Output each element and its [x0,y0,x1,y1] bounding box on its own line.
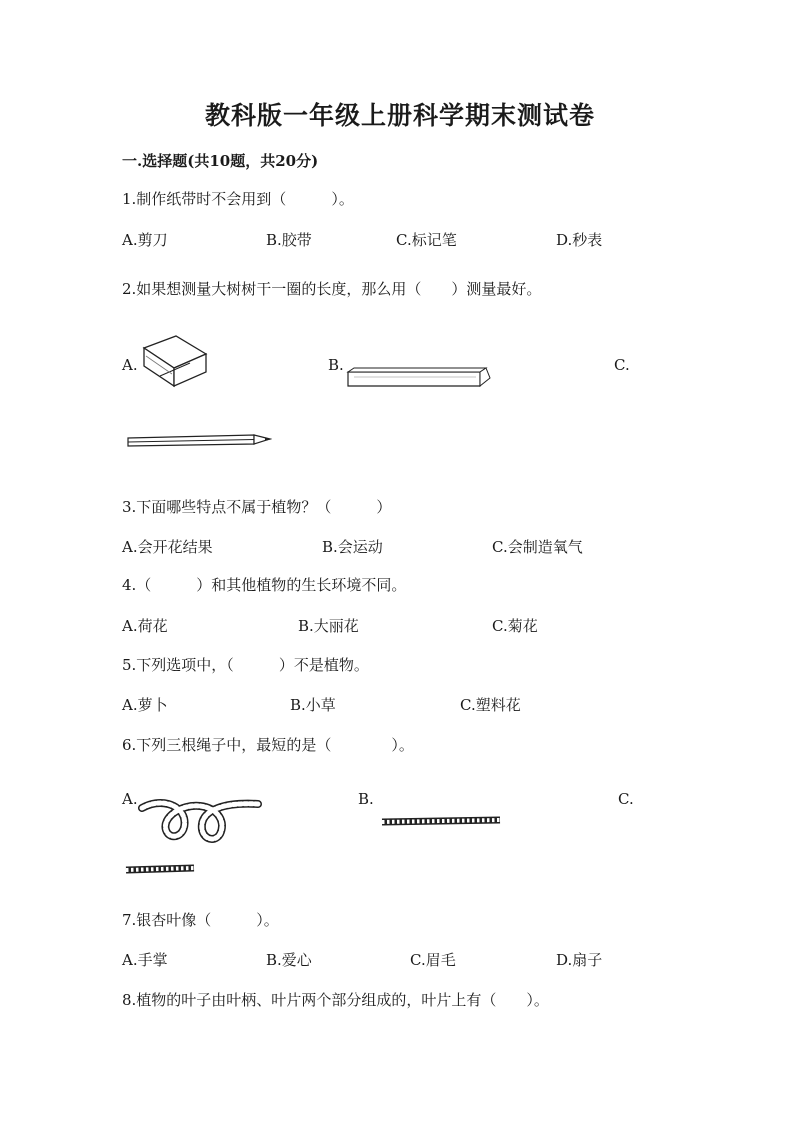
q2-option-a[interactable]: A. [122,356,138,374]
q7-option-a[interactable]: A.手掌 [122,951,168,969]
q5-option-a[interactable]: A.萝卜 [122,696,168,714]
eraser-icon [140,332,212,390]
q4-option-b[interactable]: B.大丽花 [298,617,359,635]
question-2: 2.如果想测量大树树干一圈的长度，那么用（ ）测量最好。 [122,280,542,298]
q1-option-b[interactable]: B.胶带 [266,231,312,249]
q6-option-b[interactable]: B. [358,790,374,808]
q2-option-c[interactable]: C. [614,356,630,374]
question-4: 4.（ ）和其他植物的生长环境不同。 [122,576,407,594]
looped-rope-icon [140,796,264,844]
question-3: 3.下面哪些特点不属于植物？（ ） [122,498,392,516]
q3-option-c[interactable]: C.会制造氧气 [492,538,583,556]
q4-option-a[interactable]: A.荷花 [122,617,168,635]
question-1: 1.制作纸带时不会用到（ ）。 [122,190,354,208]
pencil-icon [126,432,276,450]
long-rope-icon [380,815,502,829]
q2-option-b[interactable]: B. [328,356,344,374]
q3-option-b[interactable]: B.会运动 [322,538,383,556]
q7-option-d[interactable]: D.扇子 [556,951,603,969]
q1-option-d[interactable]: D.秒表 [556,231,603,249]
q7-option-c[interactable]: C.眉毛 [410,951,456,969]
q3-option-a[interactable]: A.会开花结果 [122,538,213,556]
q7-option-b[interactable]: B.爱心 [266,951,312,969]
question-6: 6.下列三根绳子中，最短的是（ ）。 [122,736,414,754]
q5-option-c[interactable]: C.塑料花 [460,696,521,714]
q5-option-b[interactable]: B.小草 [290,696,336,714]
question-7: 7.银杏叶像（ ）。 [122,911,279,929]
short-rope-icon [124,862,196,876]
question-5: 5.下列选项中，（ ）不是植物。 [122,656,369,674]
q1-option-c[interactable]: C.标记笔 [396,231,457,249]
q1-option-a[interactable]: A.剪刀 [122,231,168,249]
q6-option-a[interactable]: A. [122,790,138,808]
page-title: 教科版一年级上册科学期末测试卷 [204,101,595,130]
q4-option-c[interactable]: C.菊花 [492,617,538,635]
paper-strip-icon [346,366,492,390]
question-8: 8.植物的叶子由叶柄、叶片两个部分组成的，叶片上有（ ）。 [122,991,549,1009]
q6-option-c[interactable]: C. [618,790,634,808]
section-heading: 一.选择题(共10题，共20分) [122,152,319,170]
